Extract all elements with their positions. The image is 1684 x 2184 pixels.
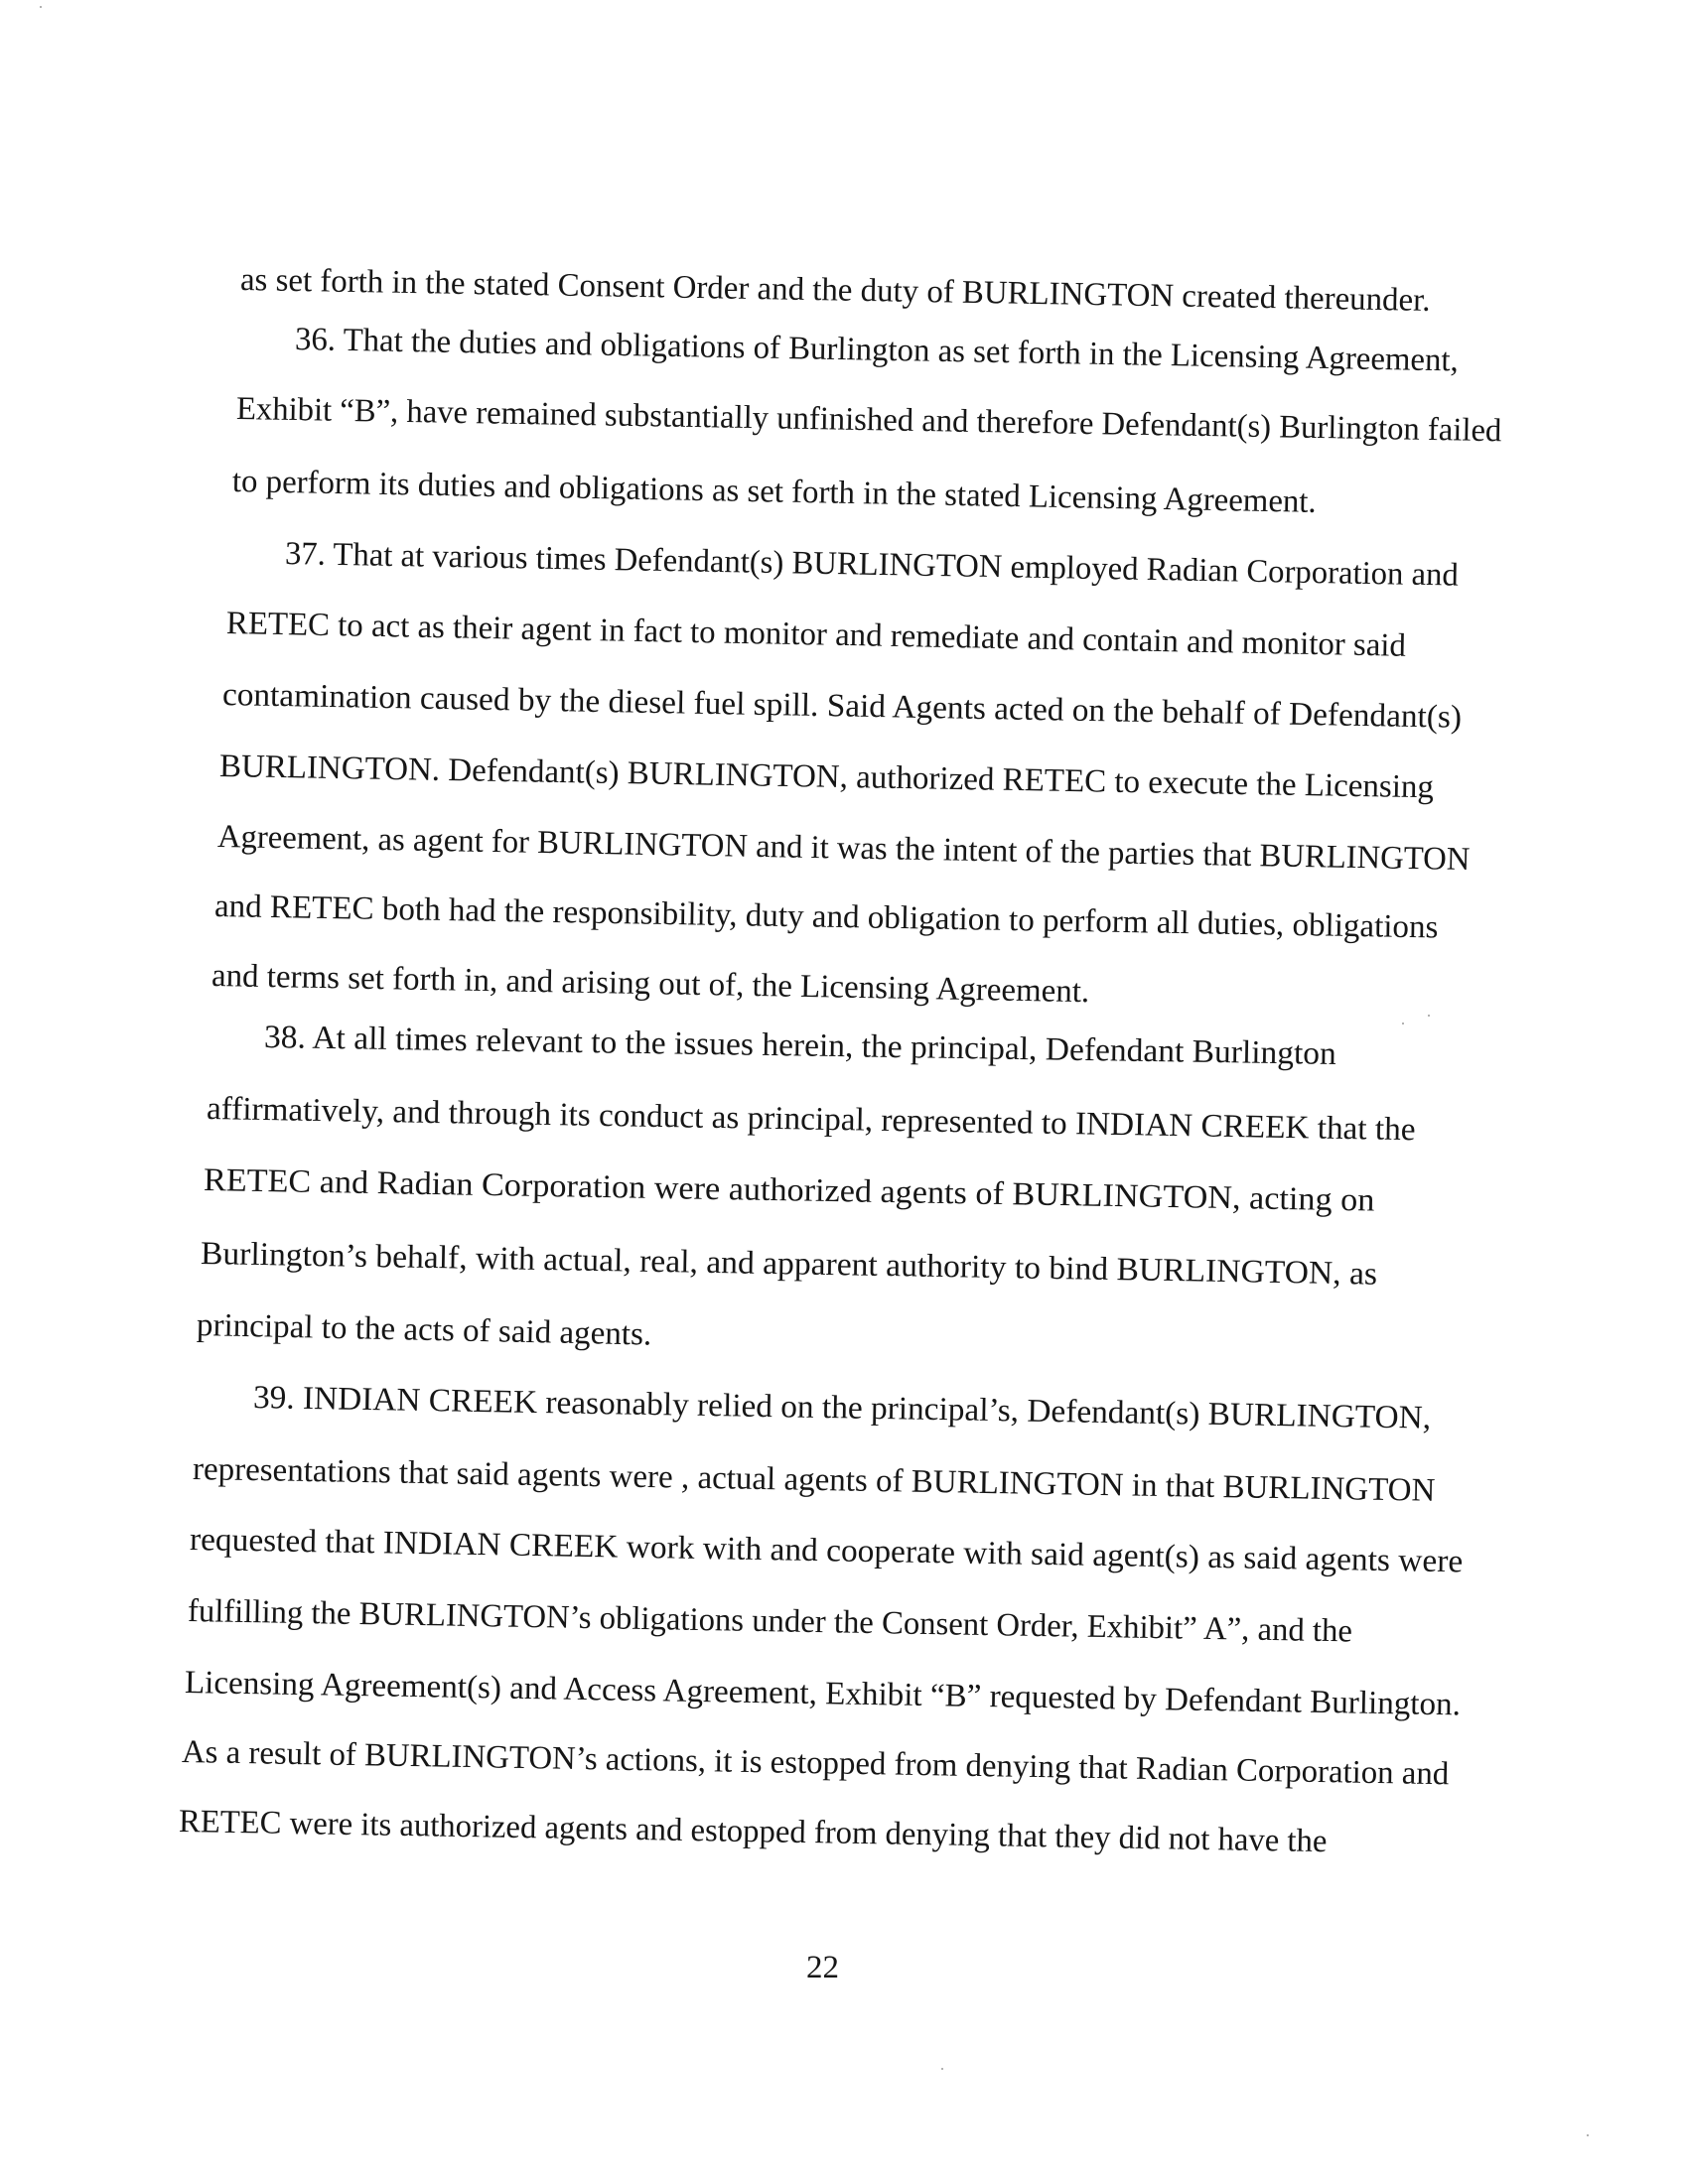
paragraph-38-line-3: RETEC and Radian Corporation were authorized agents of BURLINGTON, acting on [203, 1162, 1375, 1219]
scan-speck [40, 6, 42, 8]
paragraph-36-line-1: 36. That the duties and obligations of Burlington as set forth in the Licensing Agreement, [294, 322, 1460, 379]
scan-speck [941, 2068, 943, 2070]
paragraph-38-line-4: Burlington’s behalf, with actual, real, and apparent authority to bind BURLINGTON, as [200, 1236, 1378, 1293]
scan-speck [1587, 2134, 1589, 2136]
paragraph-37-line-3: contamination caused by the diesel fuel spill. Said Agents acted on the behalf of Defendant(s) [221, 677, 1463, 736]
paragraph-39-line-2: representations that said agents were , actual agents of BURLINGTON in that BURLINGTON [192, 1451, 1436, 1509]
paragraph-37-line-2: RETEC to act as their agent in fact to monitor and remediate and contain and monitor said [225, 606, 1407, 664]
paragraph-38-line-1: 38. At all times relevant to the issues herein, the principal, Defendant Burlington [263, 1020, 1337, 1072]
paragraph-39-line-7: RETEC were its authorized agents and estopped from denying that they did not have the [178, 1804, 1328, 1860]
text-line-1: as set forth in the stated Consent Order and the duty of BURLINGTON created thereunder. [239, 262, 1431, 319]
paragraph-38-line-2: affirmatively, and through its conduct as principal, represented to INDIAN CREEK that the [206, 1091, 1416, 1149]
paragraph-37-line-7: and terms set forth in, and arising out of, the Licensing Agreement. [210, 958, 1090, 1011]
paragraph-37-line-5: Agreement, as agent for BURLINGTON and it was the intent of the parties that BURLINGTON [216, 819, 1471, 879]
paragraph-37-line-6: and RETEC both had the responsibility, duty and obligation to perform all duties, obligations [213, 888, 1439, 946]
paragraph-39-line-4: fulfilling the BURLINGTON’s obligations under the Consent Order, Exhibit” A”, and the [187, 1593, 1353, 1650]
paragraph-39-line-3: requested that INDIAN CREEK work with and cooperate with said agent(s) as said agents were [189, 1522, 1464, 1580]
paragraph-39-line-5: Licensing Agreement(s) and Access Agreement, Exhibit “B” requested by Defendant Burlington. [184, 1665, 1462, 1723]
paragraph-38-line-5: principal to the acts of said agents. [196, 1307, 652, 1353]
page-number: 22 [806, 1950, 839, 1985]
paragraph-36-line-3: to perform its duties and obligations as set forth in the stated Licensing Agreement. [231, 464, 1318, 520]
paragraph-36-line-2: Exhibit “B”, have remained substantially unfinished and therefore Defendant(s) Burlington failed [235, 391, 1502, 450]
scan-speck [1428, 1015, 1430, 1017]
paragraph-39-line-1: 39. INDIAN CREEK reasonably relied on the principal’s, Defendant(s) BURLINGTON, [252, 1380, 1432, 1436]
paragraph-39-line-6: As a result of BURLINGTON’s actions, it is estopped from denying that Radian Corporation and [181, 1734, 1450, 1793]
paragraph-37-line-4: BURLINGTON. Defendant(s) BURLINGTON, authorized RETEC to execute the Licensing [218, 749, 1435, 806]
scan-speck [1402, 1023, 1404, 1024]
paragraph-37-line-1: 37. That at various times Defendant(s) BURLINGTON employed Radian Corporation and [284, 536, 1460, 594]
